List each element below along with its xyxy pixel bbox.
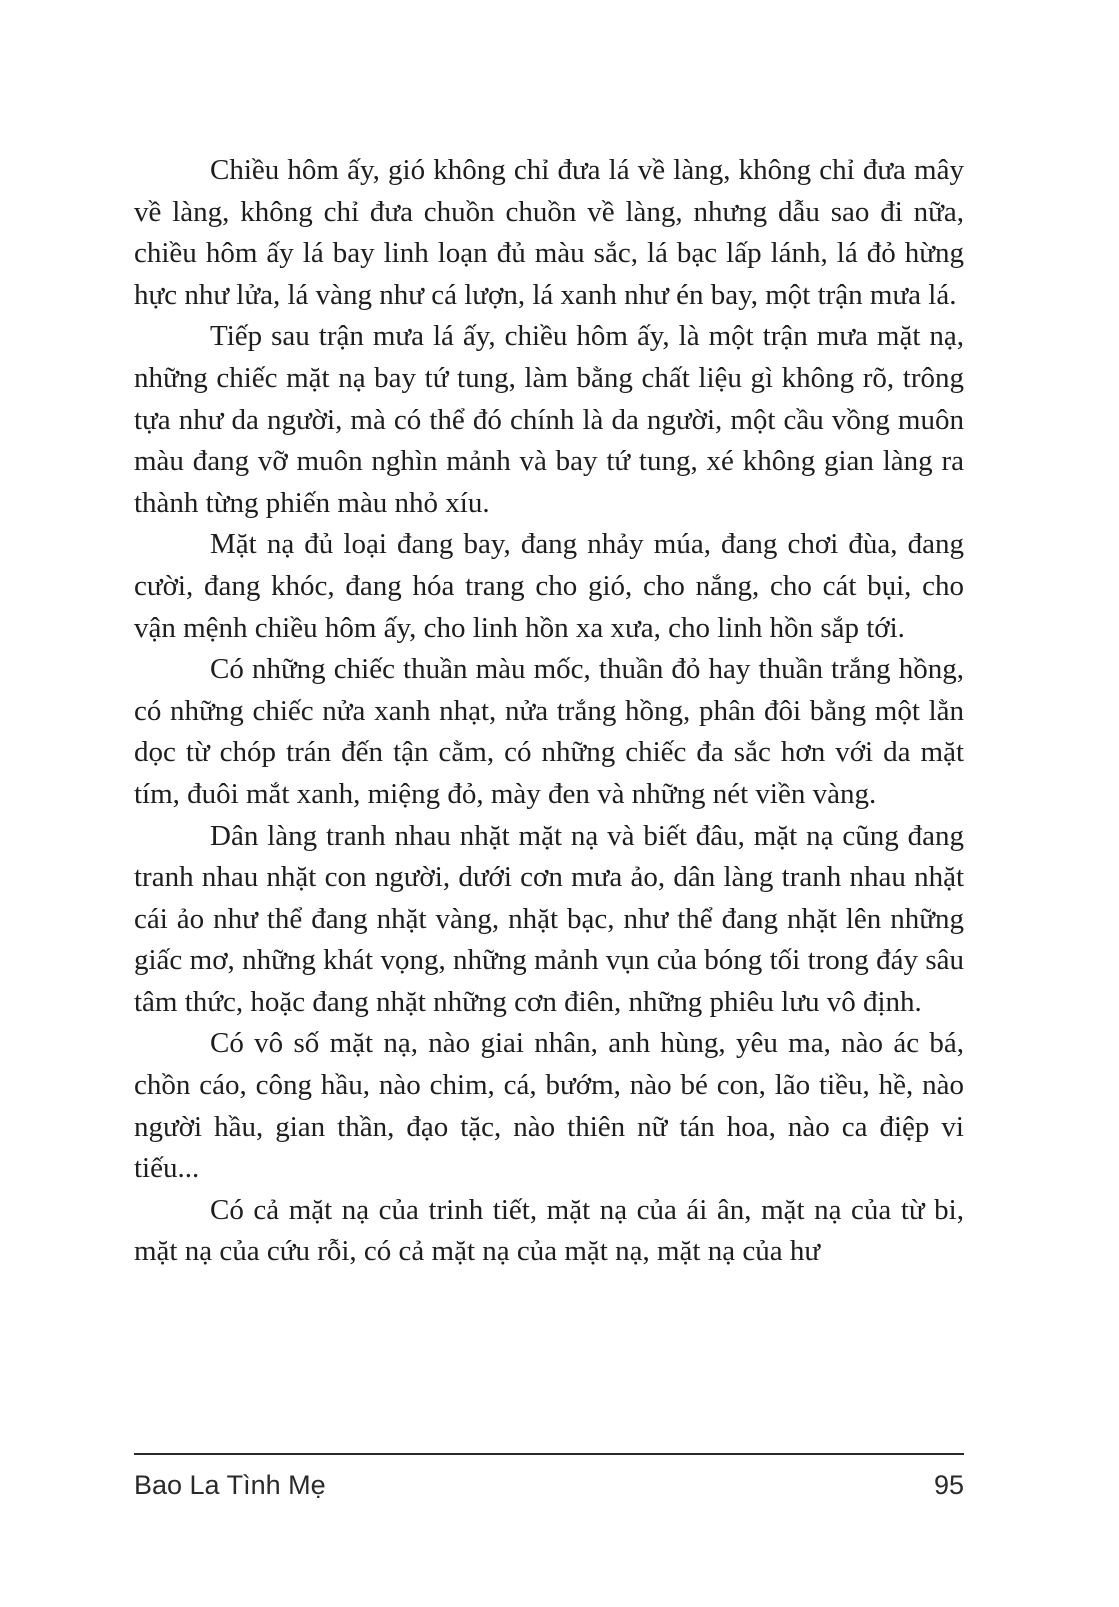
paragraph: Có những chiếc thuần màu mốc, thuần đỏ hay thuần trắng hồng, có những chiếc nửa xanh nhạt, nửa trắng hồng, phân đôi bằng một lằn dọc từ chóp trán đến tận cằm, có những chiếc đa sắc hơn với da mặt tím, đuôi mắt xanh, miệng đỏ, mày đen và những nét viền vàng. xyxy=(134,653,964,810)
page-number: 95 xyxy=(933,1470,964,1500)
book-title: Bao La Tình Mẹ xyxy=(134,1470,326,1500)
paragraph: Dân làng tranh nhau nhặt mặt nạ và biết đâu, mặt nạ cũng đang tranh nhau nhặt con người, dưới cơn mưa ảo, dân làng tranh nhau nhặt cái ảo như thể đang nhặt vàng, nhặt bạc, như thể đang nhặt lên những giấc mơ, những khát vọng, những mảnh vụn của bóng tối trong đáy sâu tâm thức, hoặc đang nhặt những cơn điên, những phiêu lưu vô định. xyxy=(134,819,964,1018)
paragraph: Chiều hôm ấy, gió không chỉ đưa lá về làng, không chỉ đưa mây về làng, không chỉ đưa chuồn chuồn về làng, nhưng dẫu sao đi nữa, chiều hôm ấy lá bay linh loạn đủ màu sắc, lá bạc lấp lánh, lá đỏ hừng hực như lửa, lá vàng như cá lượn, lá xanh như én bay, một trận mưa lá. xyxy=(134,154,964,311)
paragraph: Có vô số mặt nạ, nào giai nhân, anh hùng, yêu ma, nào ác bá, chồn cáo, công hầu, nào chim, cá, bướm, nào bé con, lão tiều, hề, nào người hầu, gian thần, đạo tặc, nào thiên nữ tán hoa, nào ca điệp vi tiếu... xyxy=(134,1027,964,1185)
page-footer xyxy=(134,1470,964,1501)
paragraph: Có cả mặt nạ của trinh tiết, mặt nạ của ái ân, mặt nạ của từ bi, mặt nạ của cứu rỗi, có cả mặt nạ của mặt nạ, mặt nạ của hư xyxy=(134,1193,964,1268)
footer-divider xyxy=(134,1453,964,1455)
paragraph: Mặt nạ đủ loại đang bay, đang nhảy múa, đang chơi đùa, đang cười, đang khóc, đang hóa trang cho gió, cho nắng, cho cát bụi, cho vận mệnh chiều hôm ấy, cho linh hồn xa xưa, cho linh hồn sắp tới. xyxy=(134,528,964,644)
body-text xyxy=(134,150,964,1273)
paragraph: Tiếp sau trận mưa lá ấy, chiều hôm ấy, là một trận mưa mặt nạ, những chiếc mặt nạ bay tứ tung, làm bằng chất liệu gì không rõ, trông tựa như da người, mà có thể đó chính là da người, một cầu vồng muôn màu đang vỡ muôn nghìn mảnh và bay tứ tung, xé không gian làng ra thành từng phiến màu nhỏ xíu. xyxy=(134,320,964,519)
